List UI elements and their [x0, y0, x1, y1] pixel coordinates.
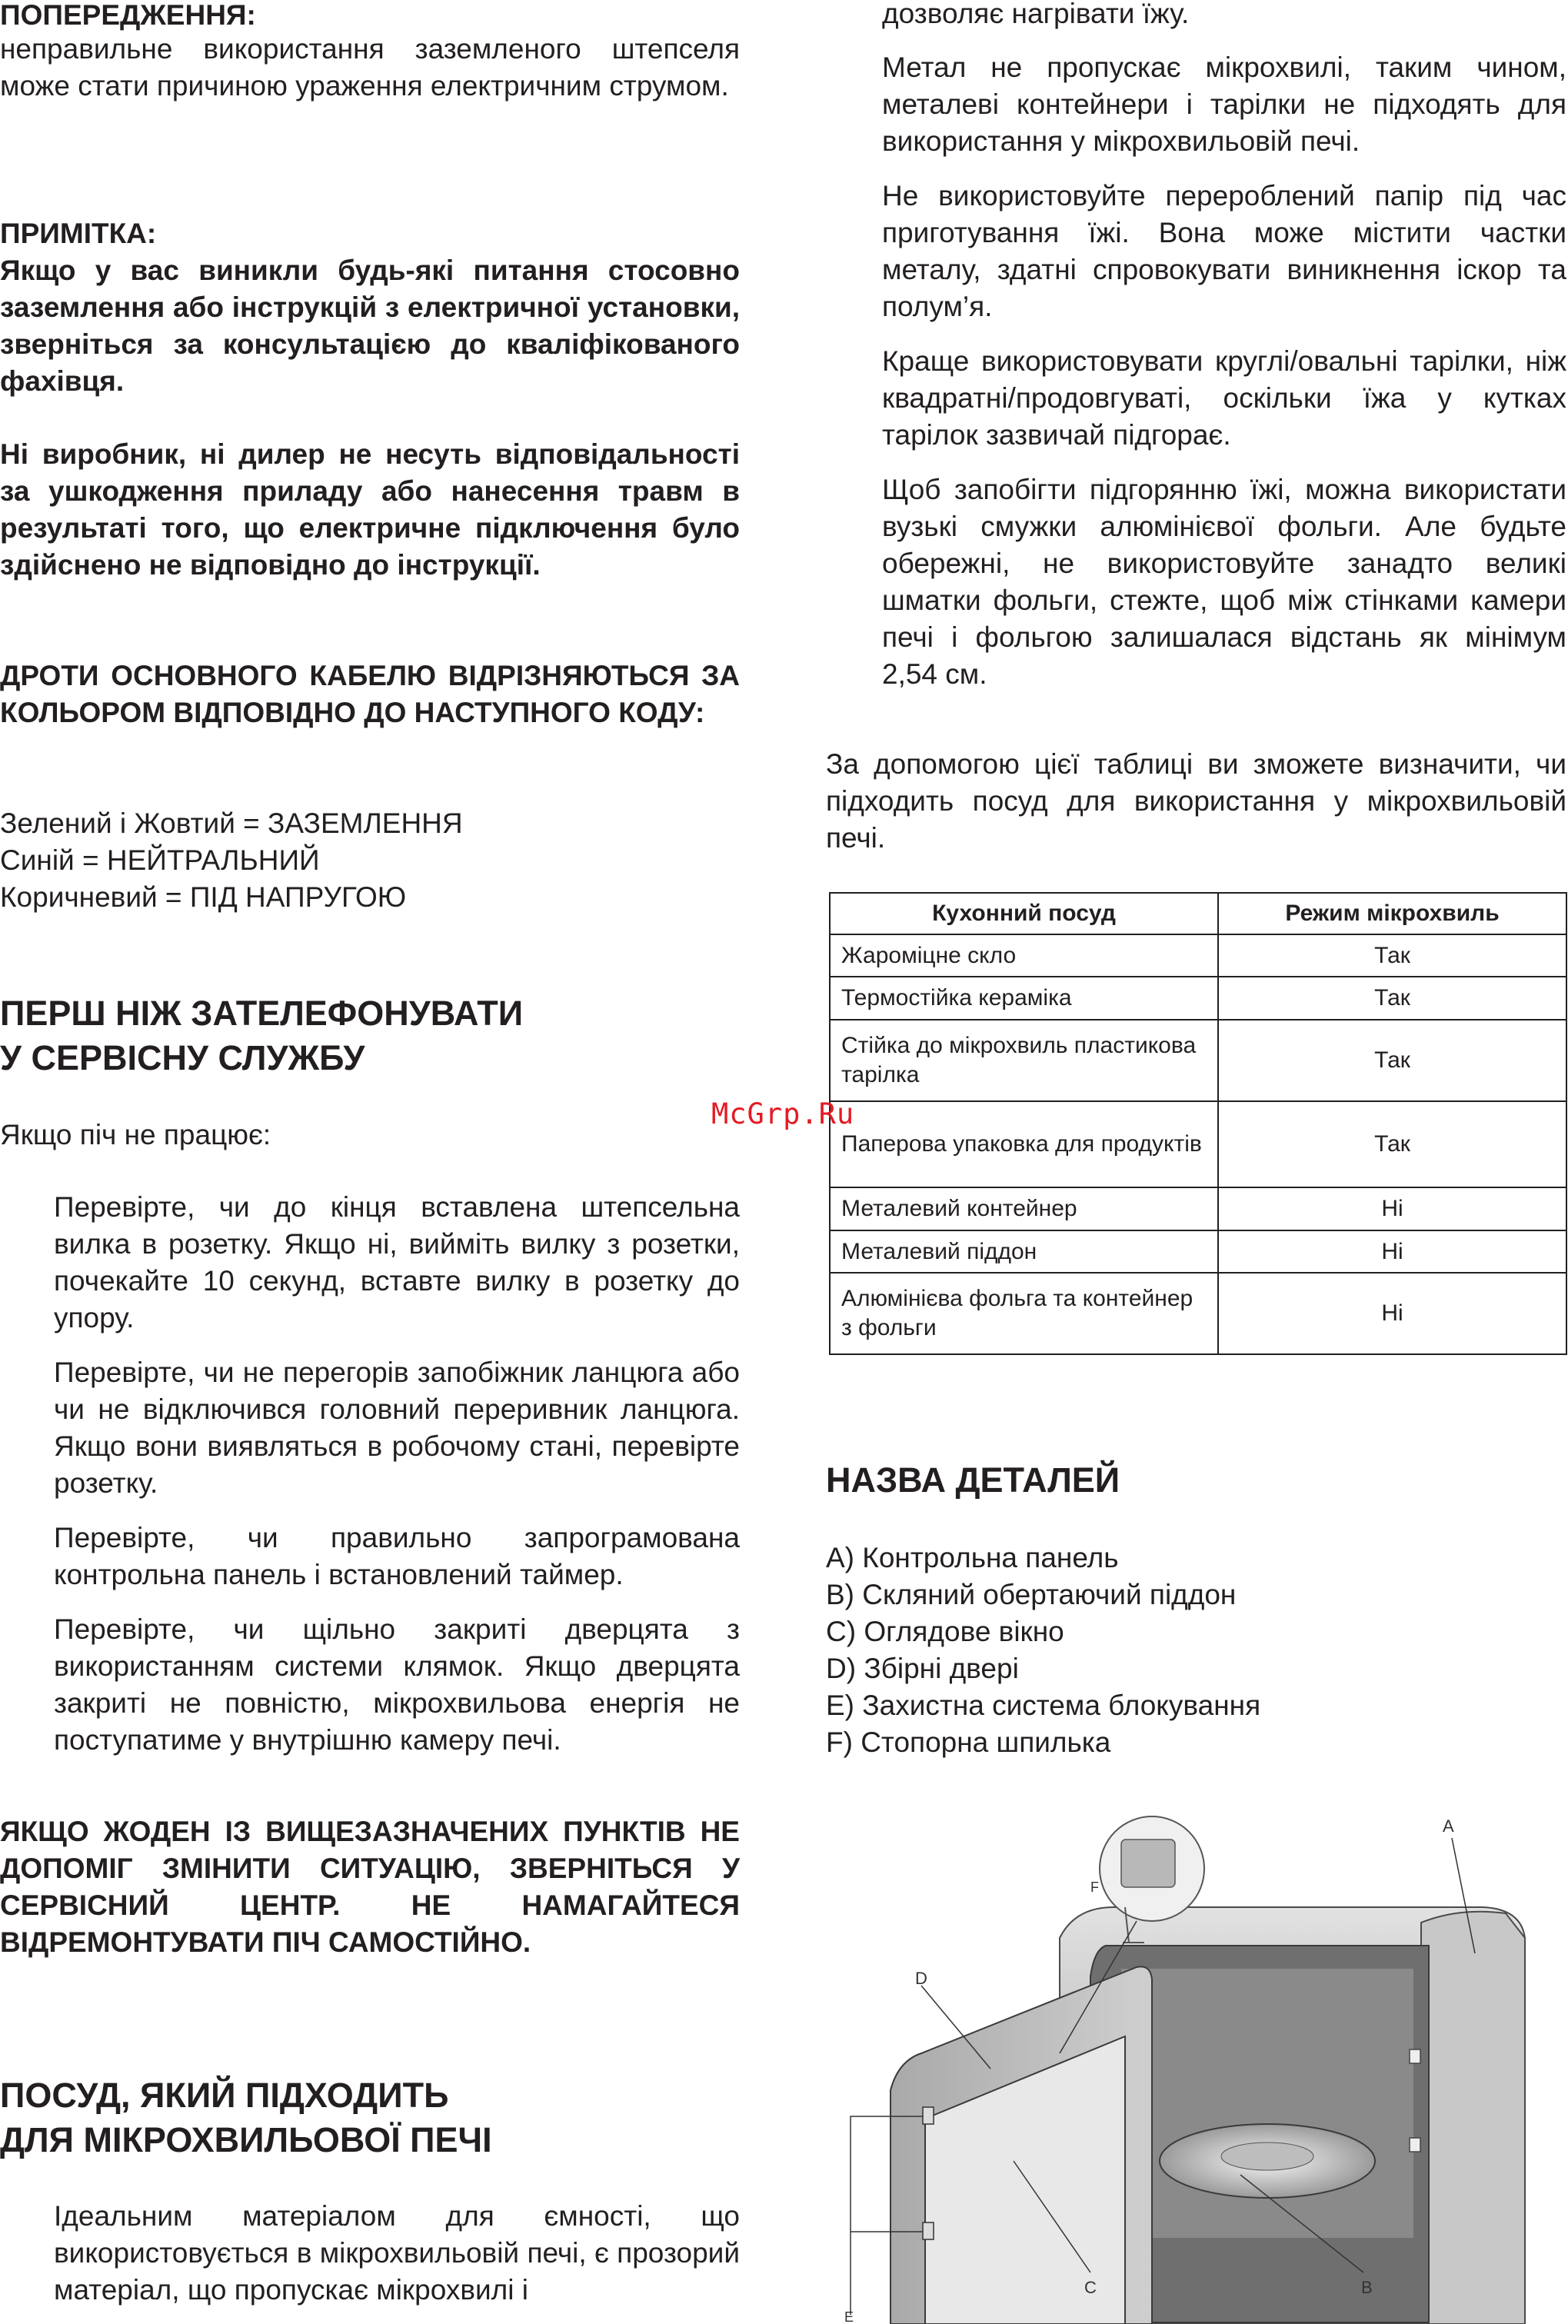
not-working-text: Якщо піч не працює:	[0, 1119, 271, 1150]
cookware-paragraph: Краще використовувати круглі/овальні тарілки, ніж квадратні/продовгуваті, оскільки їжа у кутках тарілок зазвичай підгорає.	[882, 345, 1566, 451]
diagram-label-d: D	[915, 1969, 927, 1988]
table-header-row	[830, 893, 1566, 934]
table-header-cell: Режим мікрохвиль	[1218, 893, 1566, 934]
table-cell-item: Жароміцне скло	[830, 934, 1218, 977]
continued-text: дозволяє нагрівати їжу.	[882, 0, 1190, 29]
wires-title: ДРОТИ ОСНОВНОГО КАБЕЛЮ ВІДРІЗНЯЮТЬСЯ ЗА КОЛЬОРОМ ВІДПОВІДНО ДО НАСТУПНОГО КОДУ:	[0, 660, 740, 728]
cookware-paragraph: Не використовуйте перероблений папір під час приготування їжі. Вона може містити частки металу, здатні спровокувати виникнення іскор та полум’я.	[882, 180, 1566, 322]
checks-list	[0, 1189, 740, 1759]
service-center-notice: ЯКЩО ЖОДЕН ІЗ ВИЩЕЗАЗНАЧЕНИХ ПУНКТІВ НЕ ДОПОМІГ ЗМІНИТИ СИТУАЦІЮ, ЗВЕРНІТЬСЯ У СЕРВІСНИЙ ЦЕНТР. НЕ НАМАГАЙТЕСЯ ВІДРЕМОНТУВАТИ ПІЧ САМОСТІЙНО.	[0, 1816, 740, 1958]
table-row	[830, 1230, 1566, 1273]
table-cell-value: Так	[1218, 934, 1566, 977]
table-cell-item: Термостійка кераміка	[830, 977, 1218, 1020]
parts-heading: НАЗВА ДЕТАЛЕЙ	[826, 1460, 1120, 1500]
lock-block	[1121, 1840, 1175, 1887]
table-cell-item: Алюмінієва фольга та контейнер з фольги	[830, 1273, 1218, 1354]
cookware-paragraph: Метал не пропускає мікрохвилі, таким чином, металеві контейнери і тарілки не підходять для використання у мікрохвильовій печі.	[882, 52, 1566, 157]
diagram-label-b: B	[1361, 2278, 1373, 2297]
part-item: E) Захистна система блокування	[826, 1690, 1261, 1721]
table-cell-item: Паперова упаковка для продуктів	[830, 1101, 1218, 1187]
ideal-material-text: Ідеальним матеріалом для ємності, що використовується в мікрохвильовій печі, є прозорий матеріал, що пропускає мікрохвилі і	[54, 2200, 740, 2306]
check-item: Перевірте, чи правильно запрограмована контрольна панель і встановлений таймер.	[54, 1522, 740, 1590]
control-panel-shape	[1421, 1912, 1525, 2324]
cookware-heading-line: ПОСУД, ЯКИЙ ПІДХОДИТЬ	[0, 2076, 449, 2115]
table-intro: За допомогою цієї таблиці ви зможете визначити, чи підходить посуд для використання у мікрохвильовій печі.	[826, 748, 1566, 854]
part-item: C) Оглядове вікно	[826, 1616, 1064, 1647]
service-heading	[0, 991, 523, 1080]
latch-slot	[1410, 2138, 1420, 2152]
table-cell-value: Так	[1218, 1020, 1566, 1101]
watermark-text: McGrp.Ru	[711, 1097, 855, 1130]
part-item: B) Скляний обертаючий піддон	[826, 1579, 1237, 1610]
table-row	[830, 1187, 1566, 1230]
diagram-label-e: E	[844, 2309, 854, 2324]
cookware-paragraph: Щоб запобігти підгорянню їжі, можна використати вузькі смужки алюмінієвої фольги. Але будьте обережні, не використовуйте занадто великі шматки фольги, стежте, щоб між стінками камери печі і фольгою залишалася відстань як мінімум 2,54 см.	[882, 474, 1566, 690]
warning-title: ПОПЕРЕДЖЕННЯ:	[0, 0, 256, 31]
table-cell-value: Так	[1218, 977, 1566, 1020]
check-item: Перевірте, чи не перегорів запобіжник ланцюга або чи не відключився головний переривник ланцюга. Якщо вони виявляться в робочому стані, перевірте розетку.	[54, 1357, 740, 1499]
cookware-table	[829, 892, 1567, 1355]
service-heading-line: ПЕРШ НІЖ ЗАТЕЛЕФОНУВАТИ	[0, 994, 524, 1033]
cookware-heading	[0, 2073, 492, 2163]
note-text: Якщо у вас виникли будь-які питання стосовно заземлення або інструкцій з електричної установки, зверніться за консультацією до кваліфікованого фахівця.	[0, 255, 740, 397]
part-item: F) Стопорна шпилька	[826, 1726, 1111, 1758]
wire-color-list	[0, 805, 463, 916]
note-title: ПРИМІТКА:	[0, 218, 157, 249]
parts-list	[826, 1540, 1260, 1761]
table-row	[830, 1101, 1566, 1187]
wire-color-item: Зелений і Жовтий = ЗАЗЕМЛЕННЯ	[0, 807, 463, 839]
turntable-hub	[1221, 2143, 1313, 2170]
warning-text: неправильне використання заземленого штепселя може стати причиною ураження електричним струмом.	[0, 33, 740, 102]
table-cell-item: Металевий контейнер	[830, 1187, 1218, 1230]
part-item: D) Збірні двері	[826, 1653, 1019, 1684]
service-heading-line: У СЕРВІСНУ СЛУЖБУ	[0, 1038, 365, 1077]
cookware-heading-line: ДЛЯ МІКРОХВИЛЬОВОЇ ПЕЧІ	[0, 2120, 492, 2159]
table-cell-item: Металевий піддон	[830, 1230, 1218, 1273]
door-hook	[923, 2222, 934, 2239]
door-hook	[923, 2107, 934, 2124]
table-row	[830, 934, 1566, 977]
diagram-label-a: A	[1443, 1816, 1454, 1836]
microwave-diagram	[829, 1792, 1568, 2324]
liability-text: Ні виробник, ні дилер не несуть відповідальності за ушкодження приладу або нанесення травм в результаті того, що електричне підключення було здійснено не відповідно до інструкції.	[0, 438, 740, 581]
table-cell-item: Стійка до мікрохвиль пластикова тарілка	[830, 1020, 1218, 1101]
table-row	[830, 977, 1566, 1020]
part-item: A) Контрольна панель	[826, 1542, 1119, 1573]
check-item: Перевірте, чи до кінця вставлена штепсельна вилка в розетку. Якщо ні, вийміть вилку з розетки, почекайте 10 секунд, вставте вилку в розетку до упору.	[54, 1191, 740, 1333]
diagram-label-f: F	[1090, 1880, 1099, 1895]
cookware-paragraphs	[882, 49, 1566, 693]
check-item: Перевірте, чи щільно закриті дверцята з використанням системи клямок. Якщо дверцята закриті не повністю, мікрохвильова енергія не поступатиме у внутрішню камеру печі.	[54, 1613, 740, 1756]
table-row	[830, 1020, 1566, 1101]
table-cell-value: Ні	[1218, 1230, 1566, 1273]
wire-color-item: Коричневий = ПІД НАПРУГОЮ	[0, 881, 407, 913]
wire-color-item: Синій = НЕЙТРАЛЬНИЙ	[0, 844, 320, 876]
table-cell-value: Так	[1218, 1101, 1566, 1187]
diagram-label-c: C	[1084, 2278, 1097, 2297]
latch-slot	[1410, 2049, 1420, 2063]
table-header-cell: Кухонний посуд	[830, 893, 1218, 934]
table-row	[830, 1273, 1566, 1354]
table-cell-value: Ні	[1218, 1187, 1566, 1230]
table-cell-value: Ні	[1218, 1273, 1566, 1354]
